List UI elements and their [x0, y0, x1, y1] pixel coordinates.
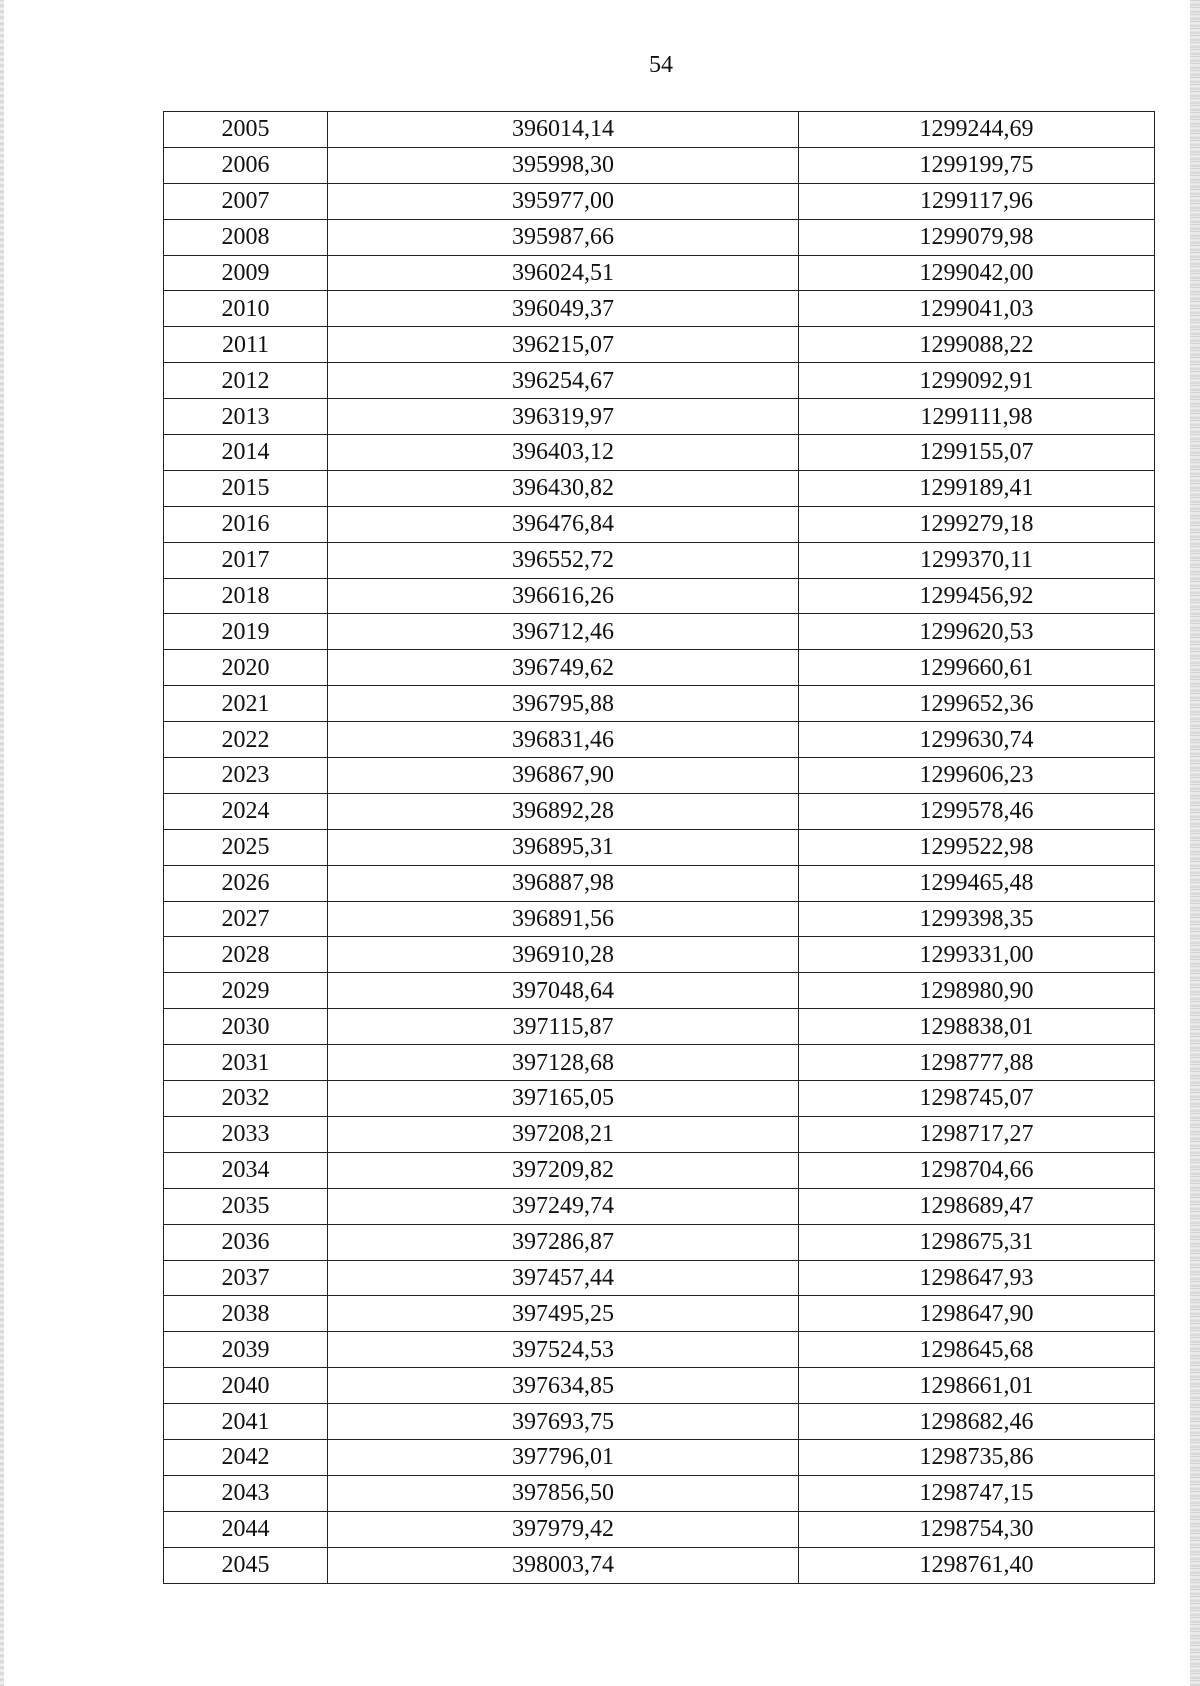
table-row — [164, 147, 1155, 183]
x-coordinate-cell: 396552,72 — [328, 542, 799, 578]
x-coordinate-cell: 397286,87 — [328, 1224, 799, 1260]
x-coordinate-cell: 397249,74 — [328, 1188, 799, 1224]
point-number-cell: 2045 — [164, 1547, 328, 1583]
table-row — [164, 219, 1155, 255]
y-coordinate-cell: 1299652,36 — [799, 686, 1155, 722]
point-number-cell: 2005 — [164, 112, 328, 148]
x-coordinate-cell: 396867,90 — [328, 758, 799, 794]
x-coordinate-cell: 397524,53 — [328, 1332, 799, 1368]
point-number-cell: 2006 — [164, 147, 328, 183]
coordinates-table-body — [164, 112, 1155, 1584]
x-coordinate-cell: 397693,75 — [328, 1404, 799, 1440]
y-coordinate-cell: 1299630,74 — [799, 722, 1155, 758]
table-row — [164, 363, 1155, 399]
point-number-cell: 2012 — [164, 363, 328, 399]
point-number-cell: 2029 — [164, 973, 328, 1009]
y-coordinate-cell: 1298689,47 — [799, 1188, 1155, 1224]
table-row — [164, 255, 1155, 291]
y-coordinate-cell: 1299199,75 — [799, 147, 1155, 183]
x-coordinate-cell: 397128,68 — [328, 1045, 799, 1081]
point-number-cell: 2026 — [164, 865, 328, 901]
table-row — [164, 973, 1155, 1009]
table-row — [164, 614, 1155, 650]
y-coordinate-cell: 1298761,40 — [799, 1547, 1155, 1583]
table-row — [164, 829, 1155, 865]
point-number-cell: 2018 — [164, 578, 328, 614]
page-number: 54 — [649, 52, 673, 78]
point-number-cell: 2028 — [164, 937, 328, 973]
table-row — [164, 793, 1155, 829]
x-coordinate-cell: 398003,74 — [328, 1547, 799, 1583]
point-number-cell: 2011 — [164, 327, 328, 363]
table-row — [164, 758, 1155, 794]
y-coordinate-cell: 1299660,61 — [799, 650, 1155, 686]
y-coordinate-cell: 1299456,92 — [799, 578, 1155, 614]
x-coordinate-cell: 396892,28 — [328, 793, 799, 829]
scanned-page-left-edge — [0, 0, 4, 1686]
y-coordinate-cell: 1299088,22 — [799, 327, 1155, 363]
table-row — [164, 470, 1155, 506]
y-coordinate-cell: 1299370,11 — [799, 542, 1155, 578]
x-coordinate-cell: 396049,37 — [328, 291, 799, 327]
y-coordinate-cell: 1299606,23 — [799, 758, 1155, 794]
table-row — [164, 1081, 1155, 1117]
table-row — [164, 722, 1155, 758]
table-row — [164, 327, 1155, 363]
y-coordinate-cell: 1298647,93 — [799, 1260, 1155, 1296]
y-coordinate-cell: 1299331,00 — [799, 937, 1155, 973]
table-row — [164, 542, 1155, 578]
point-number-cell: 2023 — [164, 758, 328, 794]
point-number-cell: 2041 — [164, 1404, 328, 1440]
table-row — [164, 183, 1155, 219]
x-coordinate-cell: 397979,42 — [328, 1511, 799, 1547]
y-coordinate-cell: 1299244,69 — [799, 112, 1155, 148]
x-coordinate-cell: 397796,01 — [328, 1439, 799, 1475]
y-coordinate-cell: 1298980,90 — [799, 973, 1155, 1009]
point-number-cell: 2038 — [164, 1296, 328, 1332]
scanned-page-right-edge — [1190, 0, 1200, 1686]
table-row — [164, 1152, 1155, 1188]
table-row — [164, 901, 1155, 937]
point-number-cell: 2027 — [164, 901, 328, 937]
y-coordinate-cell: 1299117,96 — [799, 183, 1155, 219]
x-coordinate-cell: 396254,67 — [328, 363, 799, 399]
point-number-cell: 2040 — [164, 1368, 328, 1404]
point-number-cell: 2037 — [164, 1260, 328, 1296]
x-coordinate-cell: 397115,87 — [328, 1009, 799, 1045]
y-coordinate-cell: 1299578,46 — [799, 793, 1155, 829]
table-row — [164, 1439, 1155, 1475]
y-coordinate-cell: 1298675,31 — [799, 1224, 1155, 1260]
x-coordinate-cell: 396795,88 — [328, 686, 799, 722]
x-coordinate-cell: 397209,82 — [328, 1152, 799, 1188]
y-coordinate-cell: 1298838,01 — [799, 1009, 1155, 1045]
x-coordinate-cell: 397856,50 — [328, 1475, 799, 1511]
point-number-cell: 2019 — [164, 614, 328, 650]
y-coordinate-cell: 1298645,68 — [799, 1332, 1155, 1368]
table-row — [164, 1116, 1155, 1152]
x-coordinate-cell: 396910,28 — [328, 937, 799, 973]
table-row — [164, 1045, 1155, 1081]
y-coordinate-cell: 1299111,98 — [799, 399, 1155, 435]
point-number-cell: 2008 — [164, 219, 328, 255]
point-number-cell: 2022 — [164, 722, 328, 758]
y-coordinate-cell: 1299620,53 — [799, 614, 1155, 650]
table-row — [164, 399, 1155, 435]
table-row — [164, 1188, 1155, 1224]
table-row — [164, 1475, 1155, 1511]
y-coordinate-cell: 1299398,35 — [799, 901, 1155, 937]
x-coordinate-cell: 396749,62 — [328, 650, 799, 686]
y-coordinate-cell: 1298777,88 — [799, 1045, 1155, 1081]
point-number-cell: 2020 — [164, 650, 328, 686]
y-coordinate-cell: 1299522,98 — [799, 829, 1155, 865]
point-number-cell: 2021 — [164, 686, 328, 722]
point-number-cell: 2036 — [164, 1224, 328, 1260]
point-number-cell: 2030 — [164, 1009, 328, 1045]
x-coordinate-cell: 397495,25 — [328, 1296, 799, 1332]
x-coordinate-cell: 396887,98 — [328, 865, 799, 901]
x-coordinate-cell: 396319,97 — [328, 399, 799, 435]
point-number-cell: 2039 — [164, 1332, 328, 1368]
x-coordinate-cell: 396891,56 — [328, 901, 799, 937]
point-number-cell: 2043 — [164, 1475, 328, 1511]
point-number-cell: 2007 — [164, 183, 328, 219]
y-coordinate-cell: 1299079,98 — [799, 219, 1155, 255]
table-row — [164, 1224, 1155, 1260]
x-coordinate-cell: 396024,51 — [328, 255, 799, 291]
point-number-cell: 2025 — [164, 829, 328, 865]
x-coordinate-cell: 395977,00 — [328, 183, 799, 219]
table-row — [164, 1404, 1155, 1440]
y-coordinate-cell: 1298717,27 — [799, 1116, 1155, 1152]
table-row — [164, 937, 1155, 973]
x-coordinate-cell: 396215,07 — [328, 327, 799, 363]
y-coordinate-cell: 1298745,07 — [799, 1081, 1155, 1117]
point-number-cell: 2016 — [164, 506, 328, 542]
table-row — [164, 291, 1155, 327]
y-coordinate-cell: 1298735,86 — [799, 1439, 1155, 1475]
table-row — [164, 1368, 1155, 1404]
y-coordinate-cell: 1298754,30 — [799, 1511, 1155, 1547]
table-row — [164, 112, 1155, 148]
table-row — [164, 1296, 1155, 1332]
point-number-cell: 2013 — [164, 399, 328, 435]
x-coordinate-cell: 397165,05 — [328, 1081, 799, 1117]
table-row — [164, 1260, 1155, 1296]
y-coordinate-cell: 1299041,03 — [799, 291, 1155, 327]
x-coordinate-cell: 397457,44 — [328, 1260, 799, 1296]
point-number-cell: 2044 — [164, 1511, 328, 1547]
point-number-cell: 2015 — [164, 470, 328, 506]
table-row — [164, 686, 1155, 722]
point-number-cell: 2031 — [164, 1045, 328, 1081]
table-row — [164, 1009, 1155, 1045]
y-coordinate-cell: 1299189,41 — [799, 470, 1155, 506]
point-number-cell: 2033 — [164, 1116, 328, 1152]
y-coordinate-cell: 1299092,91 — [799, 363, 1155, 399]
y-coordinate-cell: 1299042,00 — [799, 255, 1155, 291]
point-number-cell: 2024 — [164, 793, 328, 829]
x-coordinate-cell: 396430,82 — [328, 470, 799, 506]
table-row — [164, 1547, 1155, 1583]
x-coordinate-cell: 396616,26 — [328, 578, 799, 614]
point-number-cell: 2009 — [164, 255, 328, 291]
y-coordinate-cell: 1299279,18 — [799, 506, 1155, 542]
table-row — [164, 865, 1155, 901]
coordinates-table — [163, 111, 1155, 1584]
y-coordinate-cell: 1299155,07 — [799, 435, 1155, 471]
x-coordinate-cell: 396403,12 — [328, 435, 799, 471]
y-coordinate-cell: 1298682,46 — [799, 1404, 1155, 1440]
y-coordinate-cell: 1299465,48 — [799, 865, 1155, 901]
x-coordinate-cell: 397634,85 — [328, 1368, 799, 1404]
x-coordinate-cell: 395998,30 — [328, 147, 799, 183]
point-number-cell: 2035 — [164, 1188, 328, 1224]
table-row — [164, 578, 1155, 614]
table-row — [164, 435, 1155, 471]
point-number-cell: 2032 — [164, 1081, 328, 1117]
point-number-cell: 2014 — [164, 435, 328, 471]
table-row — [164, 650, 1155, 686]
x-coordinate-cell: 396014,14 — [328, 112, 799, 148]
x-coordinate-cell: 395987,66 — [328, 219, 799, 255]
point-number-cell: 2042 — [164, 1439, 328, 1475]
point-number-cell: 2017 — [164, 542, 328, 578]
x-coordinate-cell: 396712,46 — [328, 614, 799, 650]
y-coordinate-cell: 1298704,66 — [799, 1152, 1155, 1188]
table-row — [164, 1332, 1155, 1368]
point-number-cell: 2010 — [164, 291, 328, 327]
y-coordinate-cell: 1298747,15 — [799, 1475, 1155, 1511]
x-coordinate-cell: 397048,64 — [328, 973, 799, 1009]
y-coordinate-cell: 1298647,90 — [799, 1296, 1155, 1332]
x-coordinate-cell: 396895,31 — [328, 829, 799, 865]
x-coordinate-cell: 397208,21 — [328, 1116, 799, 1152]
table-row — [164, 1511, 1155, 1547]
x-coordinate-cell: 396476,84 — [328, 506, 799, 542]
x-coordinate-cell: 396831,46 — [328, 722, 799, 758]
y-coordinate-cell: 1298661,01 — [799, 1368, 1155, 1404]
table-row — [164, 506, 1155, 542]
point-number-cell: 2034 — [164, 1152, 328, 1188]
